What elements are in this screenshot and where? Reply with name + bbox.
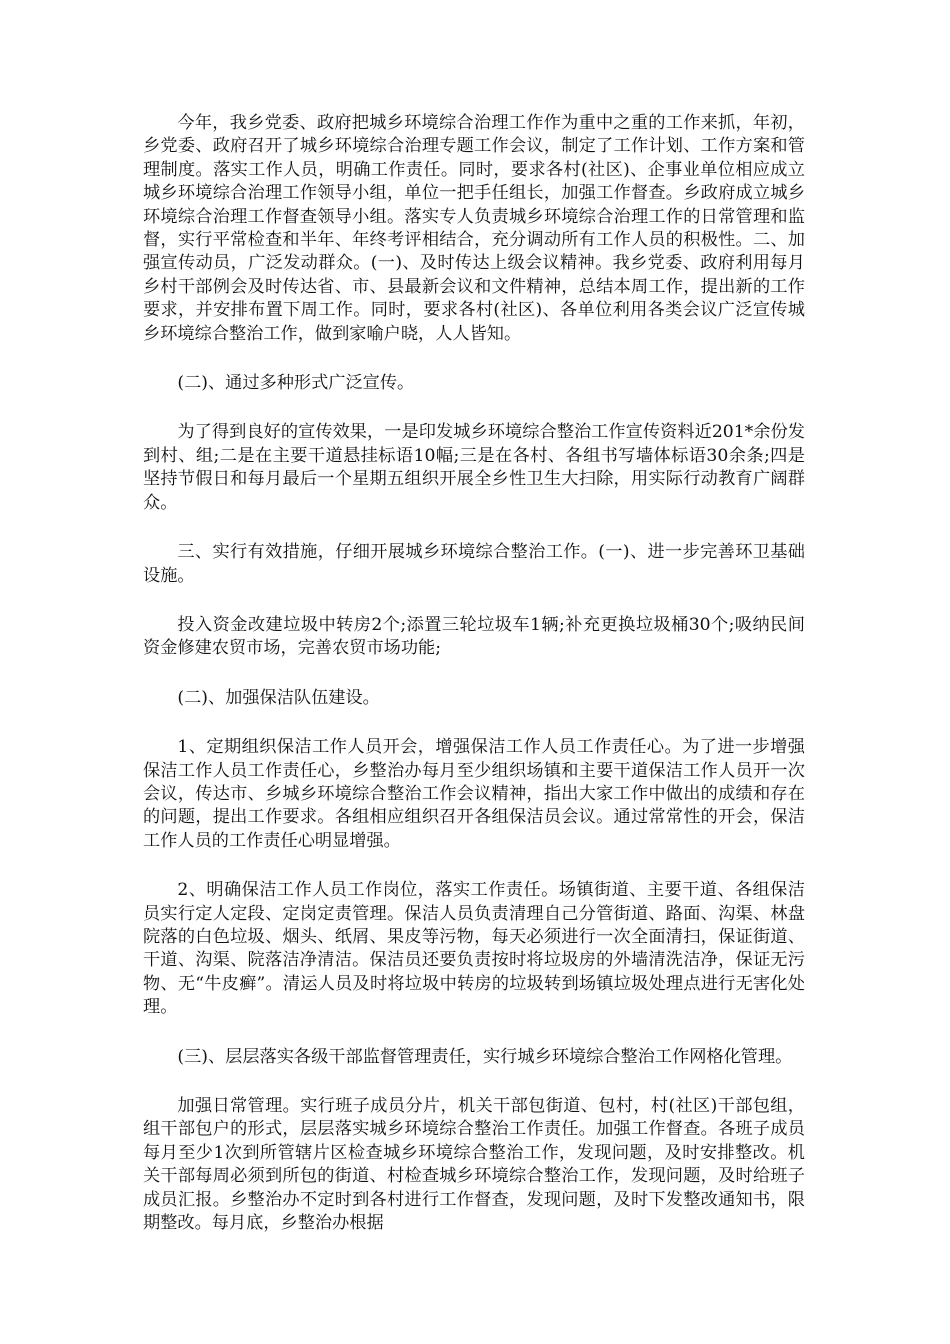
- paragraph-post-responsibility: 2、明确保洁工作人员工作岗位，落实工作责任。场镇街道、主要干道、各组保洁员实行定人定段、定岗定责管理。保洁人员负责清理自己分管街道、路面、沟渠、林盘院落的白色垃圾、烟头、纸屑、果皮等污物，每天必须进行一次全面清扫，保证街道、干道、沟渠、院落洁净清洁。保洁员还要负责按时将垃圾房的外墙清洗洁净，保证无污物、无“牛皮癣”。清运人员及时将垃圾中转房的垃圾转到场镇垃圾处理点进行无害化处理。: [143, 880, 805, 1018]
- paragraph-work-arrangement: 今年，我乡党委、政府把城乡环境综合治理工作作为重中之重的工作来抓，年初，乡党委、政府召开了城乡环境综合治理专题工作会议，制定了工作计划、工作方案和管理制度。落实工作人员，明确工作责任。同时，要求各村(社区)、企事业单位相应成立城乡环境综合治理工作领导小组，单位一把手任组长，加强工作督查。乡政府成立城乡环境综合治理工作督查领导小组。落实专人负责城乡环境综合治理工作的日常管理和监督，实行平常检查和半年、年终考评相结合，充分调动所有工作人员的积极性。二、加强宣传动员，广泛发动群众。(一)、及时传达上级会议精神。我乡党委、政府利用每月乡村干部例会及时传达省、市、县最新会议和文件精神，总结本周工作，提出新的工作要求，并安排布置下周工作。同时，要求各村(社区)、各单位利用各类会议广泛宣传城乡环境综合整治工作，做到家喻户晓，人人皆知。: [143, 113, 805, 344]
- paragraph-regular-meetings: 1、定期组织保洁工作人员开会，增强保洁工作人员工作责任心。为了进一步增强保洁工作人员工作责任心，乡整治办每月至少组织场镇和主要干道保洁工作人员开一次会议，传达市、乡城乡环境综合整治工作会议精神，指出大家工作中做出的成绩和存在的问题，提出工作要求。各组相应组织召开各组保洁员会议。通过常常性的开会，保洁工作人员的工作责任心明显增强。: [143, 737, 805, 851]
- document-body: [143, 112, 805, 1261]
- paragraph-daily-management: 加强日常管理。实行班子成员分片，机关干部包街道、包村，村(社区)干部包组，组干部包户的形式，层层落实城乡环境综合整治工作责任。加强工作督查。各班子成员每月至少1次到所管辖片区检查城乡环境综合整治工作，发现问题，及时安排整改。机关干部每周必须到所包的街道、村检查城乡环境综合整治工作，发现问题，及时给班子成员汇报。乡整治办不定时到各村进行工作督查，发现问题，及时下发整改通知书，限期整改。每月底，乡整治办根据: [143, 1096, 805, 1234]
- paragraph-facility-investment: 投入资金改建垃圾中转房2个;添置三轮垃圾车1辆;补充更换垃圾桶30个;吸纳民间资金修建农贸市场，完善农贸市场功能;: [143, 614, 805, 659]
- paragraph-heading-cleaning-team: (二)、加强保洁队伍建设。: [177, 687, 380, 708]
- paragraph-heading-measures: 三、实行有效措施，仔细开展城乡环境综合整治工作。(一)、进一步完善环卫基础设施。: [143, 542, 805, 586]
- paragraph-publicity-effects: 为了得到良好的宣传效果，一是印发城乡环境综合整治工作宣传资料近201*余份发到村、组;二是在主要干道悬挂标语10幅;三是在各村、各组书写墙体标语30余条;四是坚持节假日和每月最后一个星期五组织开展全乡性卫生大扫除，用实际行动教育广阔群众。: [143, 422, 805, 513]
- paragraph-heading-publicity-forms: (二)、通过多种形式广泛宣传。: [177, 373, 415, 394]
- paragraph-heading-grid-management: (三)、层层落实各级干部监督管理责任，实行城乡环境综合整治工作网格化管理。: [177, 1046, 793, 1067]
